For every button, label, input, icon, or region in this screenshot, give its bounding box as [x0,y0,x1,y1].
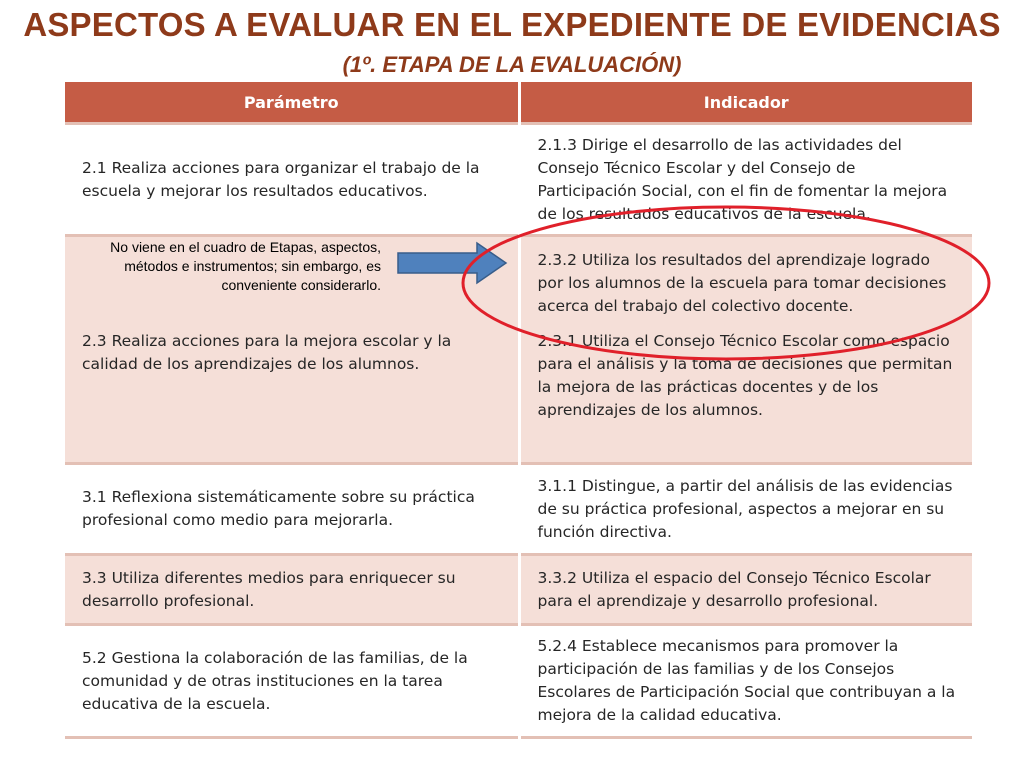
evaluation-table [65,82,972,739]
annotation-note: No viene en el cuadro de Etapas, aspectos, métodos e instrumentos; sin embargo, es conveniente considerarlo. [110,239,381,293]
table-header-row [65,82,972,124]
page-subtitle: (1º. ETAPA DE LA EVALUACIÓN) [342,52,682,77]
parametro-cell: 3.3 Utiliza diferentes medios para enriquecer su desarrollo profesional. [65,555,519,625]
parametro-cell: 2.3 Realiza acciones para la mejora escolar y la calidad de los aprendizajes de los alumnos. [65,236,519,464]
indicador-text-2-3-1: 2.3.1 Utiliza el Consejo Técnico Escolar como espacio para el análisis y la toma de decisiones que permitan la mejora de las prácticas docentes y de los aprendizajes de los alumnos. [537,332,953,419]
table-row [65,555,972,625]
indicador-cell: 5.2.4 Establece mecanismos para promover la participación de las familias y de los Consejos Escolares de Participación Social que contribuyan a la mejora de la calidad educativa. [519,625,972,738]
page-title: ASPECTOS A EVALUAR EN EL EXPEDIENTE DE EVIDENCIAS [23,6,1001,43]
parametro-cell: 2.1 Realiza acciones para organizar el trabajo de la escuela y mejorar los resultados educativos. [65,124,519,236]
parametro-cell: 3.1 Reflexiona sistemáticamente sobre su práctica profesional como medio para mejorarla. [65,464,519,555]
table-row [65,464,972,555]
table-row [65,124,972,236]
indicador-cell: 3.3.2 Utiliza el espacio del Consejo Técnico Escolar para el aprendizaje y desarrollo profesional. [519,555,972,625]
indicador-cell: 2.1.3 Dirige el desarrollo de las actividades del Consejo Técnico Escolar y del Consejo de Participación Social, con el fin de fomentar la mejora de los resultados educativos de la escuela. [519,124,972,236]
indicador-text-2-3-2: 2.3.2 Utiliza los resultados del aprendizaje logrado por los alumnos de la escuela para tomar decisiones acerca del trabajo del colectivo docente. [537,251,947,315]
indicador-cell [519,236,972,464]
column-header-parametro: Parámetro [65,82,519,124]
indicador-cell: 3.1.1 Distingue, a partir del análisis de las evidencias de su práctica profesional, aspectos a mejorar en su función directiva. [519,464,972,555]
parametro-cell: 5.2 Gestiona la colaboración de las familias, de la comunidad y de otras instituciones en la tarea educativa de la escuela. [65,625,519,738]
table-row [65,625,972,738]
column-header-indicador: Indicador [519,82,972,124]
